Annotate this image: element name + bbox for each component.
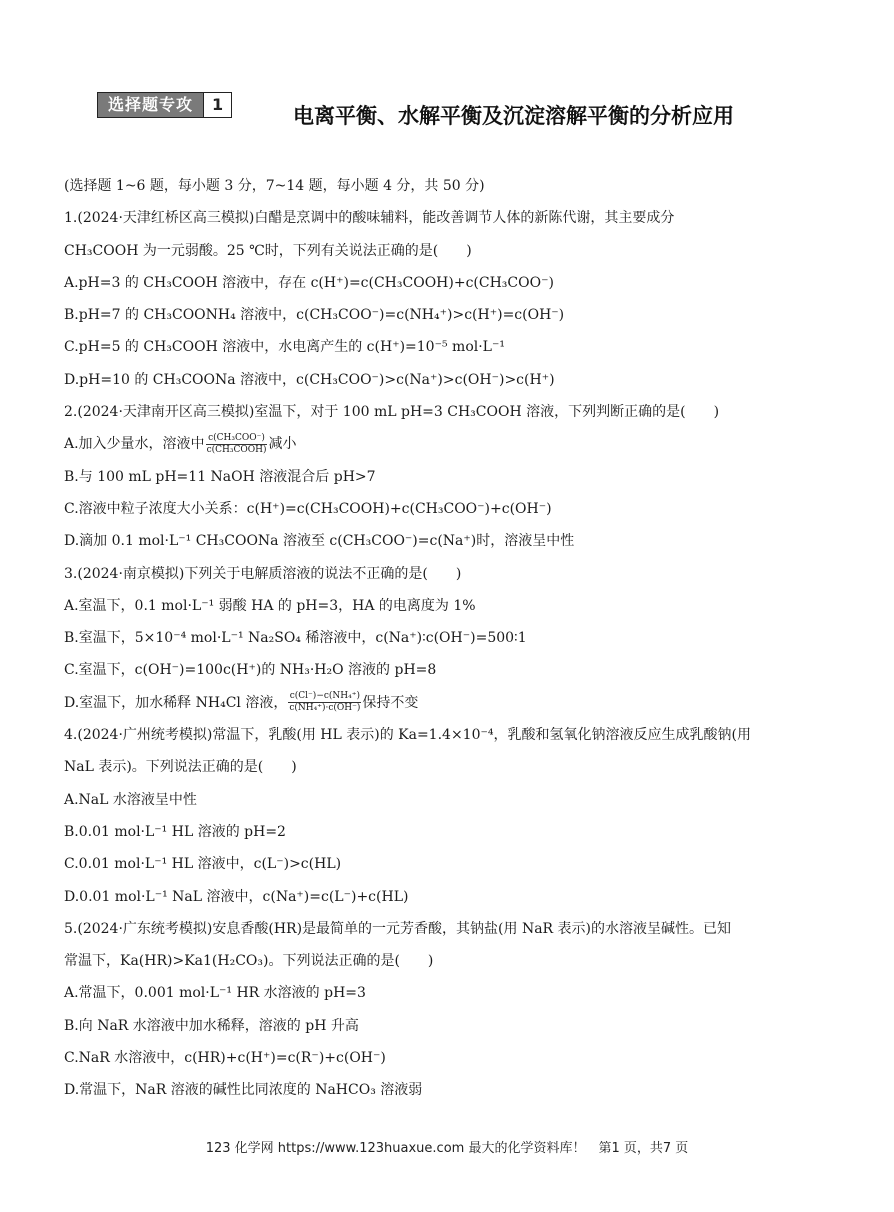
question-5-stem-line-2: 常温下，Ka(HR)>Ka1(H₂CO₃)。下列说法正确的是( ) xyxy=(64,953,434,970)
option-text: A.加入少量水，溶液中 xyxy=(64,436,205,453)
question-5-option-c: C.NaR 水溶液中，c(HR)+c(H⁺)=c(R⁻)+c(OH⁻) xyxy=(64,1050,386,1067)
option-text-suffix: 减小 xyxy=(268,436,297,453)
question-5-option-a: A.常温下，0.001 mol·L⁻¹ HR 水溶液的 pH=3 xyxy=(64,985,366,1002)
question-4-option-d: D.0.01 mol·L⁻¹ NaL 溶液中，c(Na⁺)=c(L⁻)+c(HL) xyxy=(64,888,409,905)
section-header xyxy=(97,88,857,138)
badge-label: 选择题专攻 xyxy=(98,93,203,117)
question-4-stem-line-1: 4.(2024·广州统考模拟)常温下，乳酸(用 HL 表示)的 Ka=1.4×10⁻⁴，乳酸和氢氧化钠溶液反应生成乳酸钠(用 xyxy=(64,727,751,744)
question-2-stem: 2.(2024·天津南开区高三模拟)室温下，对于 100 mL pH=3 CH₃COOH 溶液，下列判断正确的是( ) xyxy=(64,404,720,421)
question-3-stem: 3.(2024·南京模拟)下列关于电解质溶液的说法不正确的是( ) xyxy=(64,565,462,582)
question-1-option-a: A.pH=3 的 CH₃COOH 溶液中，存在 c(H⁺)=c(CH₃COOH)+c(CH₃COO⁻) xyxy=(64,274,554,291)
fraction xyxy=(206,433,268,456)
question-1-option-b: B.pH=7 的 CH₃COONH₄ 溶液中，c(CH₃COO⁻)=c(NH₄⁺)>c(H⁺)=c(OH⁻) xyxy=(64,307,565,324)
question-1-stem-line-1: 1.(2024·天津红桥区高三模拟)白醋是烹调中的酸味辅料，能改善调节人体的新陈代谢，其主要成分 xyxy=(64,210,675,227)
page-footer: 123 化学网 https://www.123huaxue.com 最大的化学资料库！ 第1 页，共7 页 xyxy=(205,1141,689,1156)
question-4-stem-line-2: NaL 表示)。下列说法正确的是( ) xyxy=(64,759,297,776)
question-3-option-d xyxy=(64,687,834,719)
question-5-stem-line-1: 5.(2024·广东统考模拟)安息香酸(HR)是最简单的一元芳香酸，其钠盐(用 NaR 表示)的水溶液呈碱性。已知 xyxy=(64,920,731,937)
section-badge xyxy=(97,92,232,118)
fraction-numerator: c(CH₃COO⁻) xyxy=(206,433,268,445)
question-3-option-b: B.室温下，5×10⁻⁴ mol·L⁻¹ Na₂SO₄ 稀溶液中，c(Na⁺)∶c(OH⁻)=500∶1 xyxy=(64,630,527,647)
question-4-option-c: C.0.01 mol·L⁻¹ HL 溶液中，c(L⁻)>c(HL) xyxy=(64,856,342,873)
question-1-stem-line-2: CH₃COOH 为一元弱酸。25 ℃时，下列有关说法正确的是( ) xyxy=(64,242,472,259)
fraction xyxy=(288,691,361,714)
fraction-denominator: c(CH₃COOH) xyxy=(206,444,267,455)
question-5-option-b: B.向 NaR 水溶液中加水稀释，溶液的 pH 升高 xyxy=(64,1017,359,1034)
question-1-option-d: D.pH=10 的 CH₃COONa 溶液中，c(CH₃COO⁻)>c(Na⁺)>c(OH⁻)>c(H⁺) xyxy=(64,371,555,388)
question-2-option-c: C.溶液中粒子浓度大小关系：c(H⁺)=c(CH₃COOH)+c(CH₃COO⁻)+c(OH⁻) xyxy=(64,500,552,517)
question-4-option-a: A.NaL 水溶液呈中性 xyxy=(64,791,197,808)
question-2-option-d: D.滴加 0.1 mol·L⁻¹ CH₃COONa 溶液至 c(CH₃COO⁻)=c(Na⁺)时，溶液呈中性 xyxy=(64,533,575,550)
question-2-option-b: B.与 100 mL pH=11 NaOH 溶液混合后 pH>7 xyxy=(64,468,376,485)
question-3-option-c: C.室温下，c(OH⁻)=100c(H⁺)的 NH₃·H₂O 溶液的 pH=8 xyxy=(64,662,437,679)
fraction-denominator: c(NH₄⁺)·c(OH⁻) xyxy=(289,703,361,714)
question-1-option-c: C.pH=5 的 CH₃COOH 溶液中，水电离产生的 c(H⁺)=10⁻⁵ mol·L⁻¹ xyxy=(64,339,505,356)
scoring-instructions: (选择题 1~6 题，每小题 3 分，7~14 题，每小题 4 分，共 50 分) xyxy=(64,178,485,194)
question-4-option-b: B.0.01 mol·L⁻¹ HL 溶液的 pH=2 xyxy=(64,823,286,840)
page-title: 电离平衡、水解平衡及沉淀溶解平衡的分析应用 xyxy=(293,104,734,128)
badge-number: 1 xyxy=(203,93,231,117)
question-content xyxy=(64,170,834,1107)
question-2-option-a xyxy=(64,428,834,460)
option-text-suffix: 保持不变 xyxy=(362,694,419,711)
fraction-numerator: c(Cl⁻)−c(NH₄⁺) xyxy=(289,691,360,702)
question-3-option-a: A.室温下，0.1 mol·L⁻¹ 弱酸 HA 的 pH=3，HA 的电离度为 1% xyxy=(64,597,476,614)
option-text: D.室温下，加水稀释 NH₄Cl 溶液， xyxy=(64,694,288,711)
question-5-option-d: D.常温下，NaR 溶液的碱性比同浓度的 NaHCO₃ 溶液弱 xyxy=(64,1082,423,1099)
